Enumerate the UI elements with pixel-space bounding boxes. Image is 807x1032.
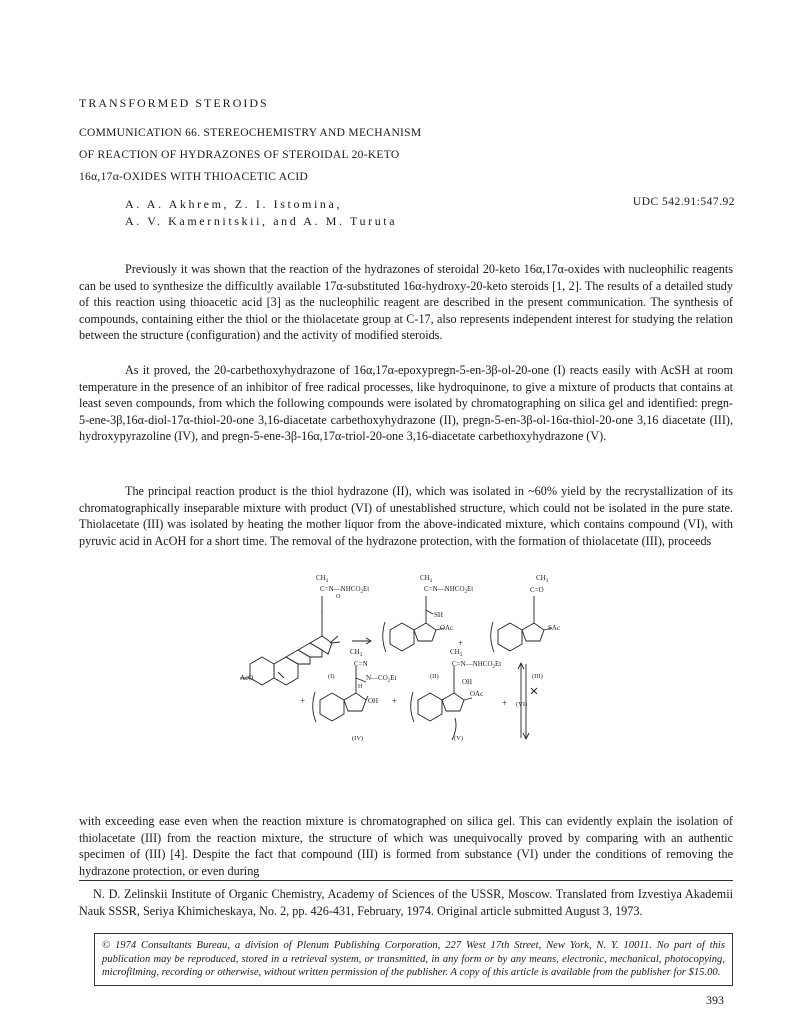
label-compound-v: (V) (454, 735, 464, 742)
paragraph-3: The principal reaction product is the thiol hydrazone (II), which was isolated in ~60% yield by the recrystallization of its chromatographically inseparable mixture with product (VI) of unestablished structure, which could not be isolated in the pure state. Thiolacetate (III) was isolated by heating the mother liquor from the above-indicated mixture, which contains compound (VI), with pyruvic acid in AcOH for a short time. The removal of the hydrazone protection, with the formation of thiolacetate (III), proceeds (79, 484, 733, 548)
article-title-line-1: COMMUNICATION 66. STEREOCHEMISTRY AND MECHANISM (79, 127, 422, 139)
scheme-epoxide-o: O (336, 594, 341, 600)
scheme-c-o: C=O (530, 586, 544, 594)
reaction-scheme (240, 568, 580, 810)
scheme-oh-iv: OH (368, 697, 379, 705)
paragraph-4: with exceeding ease even when the reaction mixture is chromatographed on silica gel. This can evidently explain the isolation of thiolacetate (III) from the reaction mixture, the structure of which was unequivocally proved by comparing with an authentic specimen of (III) [4]. Despite the fact that compound (III) is formed from substance (VI) under the conditions of removing the hydrazone protection, or even during (79, 814, 733, 878)
affiliation-note: N. D. Zelinskii Institute of Organic Chemistry, Academy of Sciences of the USSR, Moscow. Translated from Izvestiya Akademii Nauk SSSR, Seriya Khimicheskaya, No. 2, pp. 426-431, February, 1974. Original article submitted August 3, 1973. (79, 887, 733, 918)
scheme-plus-1: + (458, 638, 464, 648)
scheme-ch3-iii: $CH_3$ (536, 574, 549, 584)
footnote-divider (79, 880, 733, 881)
article-title-line-3: 16α,17α-OXIDES WITH THIOACETIC ACID (79, 171, 309, 183)
scheme-n-co2et: $N—CO_2Et$ (366, 674, 397, 684)
paragraph-1: Previously it was shown that the reaction of the hydrazones of steroidal 20-keto 16α,17α-oxides with nucleophilic reagents can be used to synthesize the difficultly available 17α-substituted 16α-hydroxy-20-keto steroids [1, 2]. The results of a detailed study of this reaction using thioacetic acid [3] as the nucleophilic reagent are described in the present communication. The synthesis of compounds, containing either the thiol or the thiolacetate group at C-17, also represents independent interest for studying the relation between the structure (configuration) and the activity of modified steroids. (79, 262, 733, 343)
scheme-ch3-ii: $CH_3$ (420, 574, 433, 584)
label-compound-vi: (VI) (516, 701, 528, 708)
label-compound-iii: (III) (532, 673, 543, 680)
scheme-ch3-i: $CH_3$ (316, 574, 329, 584)
copyright-notice: © 1974 Consultants Bureau, a division of Plenum Publishing Corporation, 227 West 17th Street, New York, N. Y. 10011. No part of this publication may be reproduced, stored in a retrieval system, or transmitted, in any form or by any means, electronic, mechanical, photocopying, microfilming, recording or otherwise, without written permission of the publisher. A copy of this article is available from the publisher for $15.00. (94, 933, 733, 986)
scheme-plus-2: + (300, 696, 306, 706)
compound-iv-skeleton (313, 666, 368, 722)
compound-iii-skeleton (491, 596, 552, 652)
scheme-aco-i: AcO (240, 674, 254, 682)
label-compound-iv: (IV) (352, 735, 364, 742)
scheme-sac: SAc (548, 624, 561, 632)
compound-ii-skeleton (383, 596, 444, 652)
authors-line-1: A. A. Akhrem, Z. I. Istomina, (125, 197, 343, 211)
label-compound-i: (I) (328, 673, 335, 680)
scheme-sh: SH (434, 611, 443, 619)
scheme-oac-v: OAc (470, 690, 484, 698)
scheme-plus-3: + (392, 696, 398, 706)
label-compound-ii: (II) (430, 673, 439, 680)
authors (125, 196, 397, 230)
scheme-h: H (358, 684, 363, 690)
scheme-ch3-iv: $CH_3$ (350, 648, 363, 658)
scheme-hydrazone-v: $C=N—NHCO_2Et$ (452, 660, 502, 670)
scheme-oac-ii: OAc (440, 624, 454, 632)
page-number: 393 (706, 993, 724, 1007)
article-title-line-2: OF REACTION OF HYDRAZONES OF STEROIDAL 20-KETO (79, 149, 400, 161)
scheme-c-n-iv: C=N (354, 660, 368, 668)
scheme-hydrazone-i: $C=N—NHCO_2Et$ (320, 585, 370, 595)
scheme-ch3-v: $CH_3$ (450, 648, 463, 658)
scheme-plus-4: + (502, 698, 508, 708)
scheme-hydrazone-ii: $C=N—NHCO_2Et$ (424, 585, 474, 595)
udc-code: UDC 542.91:547.92 (632, 196, 735, 208)
series-title: TRANSFORMED STEROIDS (79, 96, 269, 110)
paragraph-2: As it proved, the 20-carbethoxyhydrazone of 16α,17α-epoxypregn-5-en-3β-ol-20-one (I) reacts easily with AcSH at room temperature in the presence of an inhibitor of free radical processes, like hydroquinone, to give a mixture of products that contains at least seven compounds, from which the following compounds were isolated by chromatographing on silica gel and identified: pregn-5-ene-3β,16α-diol-17α-thiol-20-one 3,16-diacetate carbethoxyhydrazone (II), pregn-5-en-3β-ol-16α-thiol-20-one 3,16 diacetate (III), hydroxypyrazoline (IV), and pregn-5-ene-3β-16α,17α-triol-20-one 3,16-diacetate carbethoxyhydrazone (V). (79, 363, 733, 444)
authors-line-2: A. V. Kamernitskii, and A. M. Turuta (125, 214, 398, 228)
compound-i-skeleton (240, 596, 340, 685)
scheme-oh-v: OH (462, 678, 473, 686)
